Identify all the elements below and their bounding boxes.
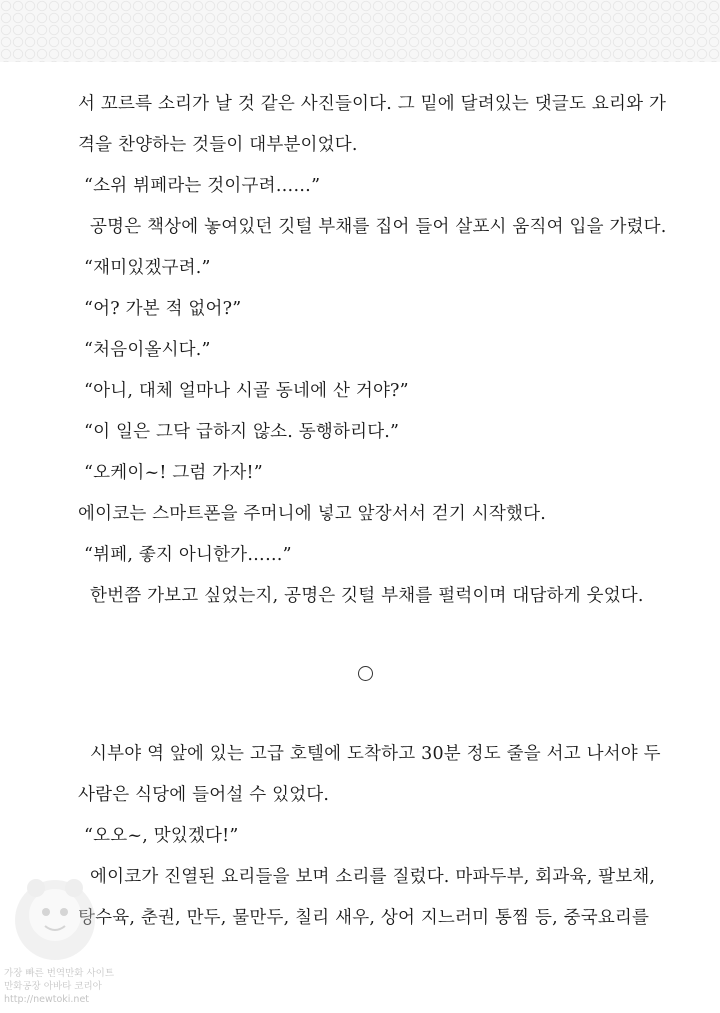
dialogue-line: “처음이올시다.” [84, 340, 211, 360]
dialogue-line: “오오~, 맛있겠다!” [84, 826, 239, 846]
dialogue-line: “재미있겠구려.” [84, 258, 211, 278]
paragraph-line: 에이코가 진열된 요리들을 보며 소리를 질렀다. 마파두부, 회과육, 팔보채, [90, 867, 656, 887]
dialogue-line: “아니, 대체 얼마나 시골 동네에 산 거야?” [84, 381, 409, 401]
paragraph-line: 탕수육, 춘권, 만두, 물만두, 칠리 새우, 상어 지느러미 통찜 등, 중국요리를 [78, 908, 650, 928]
mascot-icon [0, 860, 110, 970]
section-divider-circle-icon [358, 666, 373, 681]
paragraph-line: 서 꼬르륵 소리가 날 것 같은 사진들이다. 그 밑에 달려있는 댓글도 요리와 가 [78, 94, 667, 114]
dialogue-line: “오케이~! 그럼 가자!” [84, 463, 263, 483]
paragraph-line: 사람은 식당에 들어설 수 있었다. [78, 785, 330, 805]
paragraph-line: 한번쯤 가보고 싶었는지, 공명은 깃털 부채를 펄럭이며 대담하게 웃었다. [90, 586, 644, 606]
dialogue-line: “소위 뷔페라는 것이구려……” [84, 176, 321, 196]
paragraph-line: 격을 찬양하는 것들이 대부분이었다. [78, 135, 358, 155]
paragraph-line: 시부야 역 앞에 있는 고급 호텔에 도착하고 30분 정도 줄을 서고 나서야 두 [90, 744, 661, 764]
watermark-line: 가장 빠른 번역만화 사이트 [4, 968, 115, 979]
dialogue-line: “어? 가본 적 없어?” [84, 299, 242, 319]
watermark-url: http://newtoki.net [4, 994, 90, 1005]
site-watermark [0, 860, 130, 1013]
paragraph-line: 에이코는 스마트폰을 주머니에 넣고 앞장서서 걷기 시작했다. [78, 504, 546, 524]
paragraph-line: 공명은 책상에 놓여있던 깃털 부채를 집어 들어 살포시 움직여 입을 가렸다. [90, 217, 667, 237]
dialogue-line: “뷔페, 좋지 아니한가……” [84, 545, 292, 565]
dialogue-line: “이 일은 그닥 급하지 않소. 동행하리다.” [84, 422, 400, 442]
watermark-line: 만화공장 아바타 코리아 [4, 981, 102, 992]
